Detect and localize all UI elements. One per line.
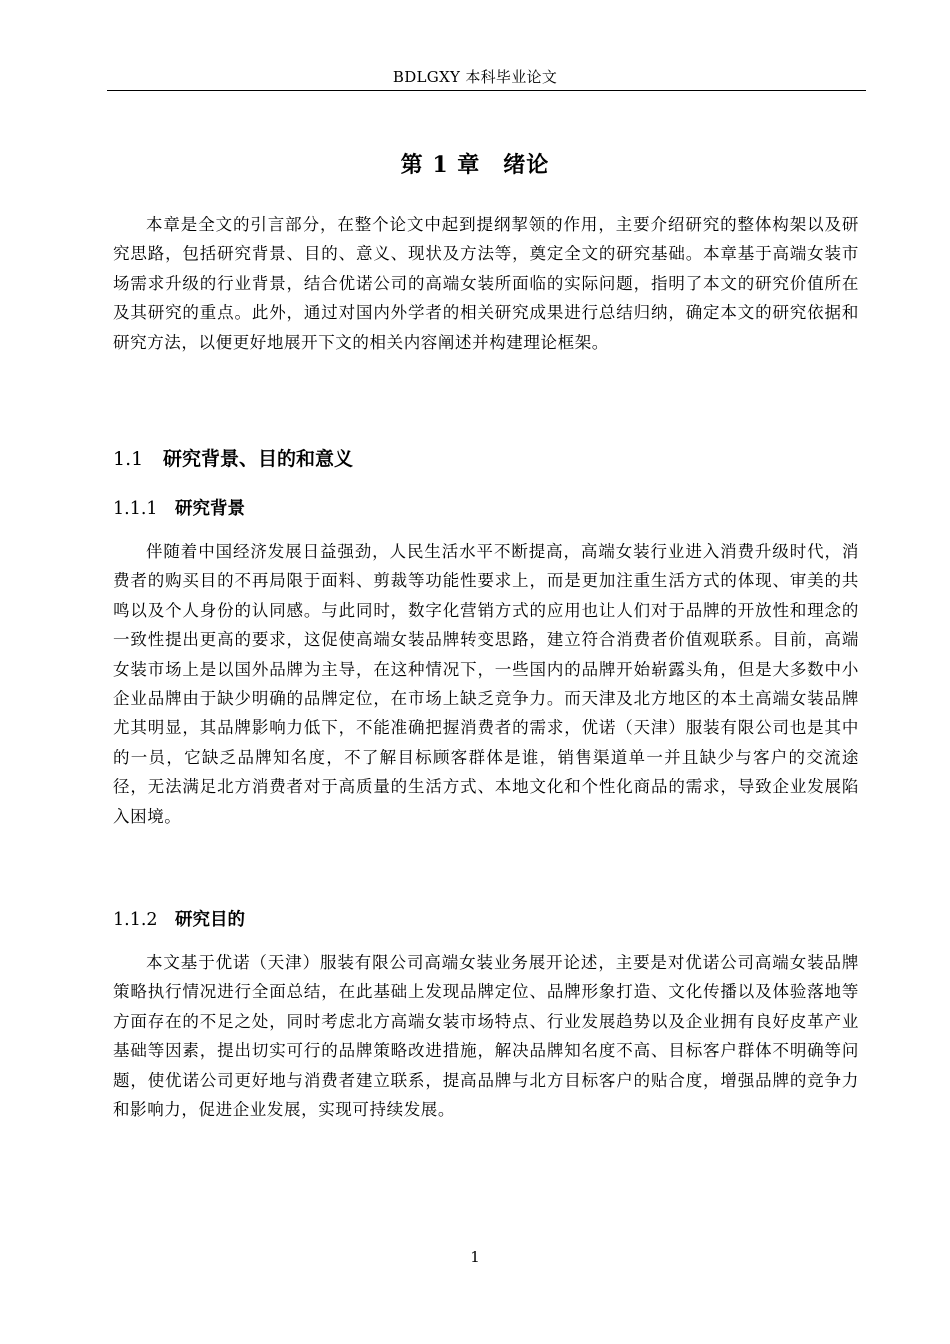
section-title: 研究背景、目的和意义 xyxy=(163,448,354,470)
page-number: 1 xyxy=(470,1248,480,1266)
subsection-number: 1.1.1 xyxy=(113,499,158,519)
header-divider xyxy=(107,90,866,91)
chapter-title: 第 1 章 绪论 xyxy=(400,152,550,178)
intro-paragraph: 本章是全文的引言部分，在整个论文中起到提纲挈领的作用，主要介绍研究的整体构架以及研究思路，包括研究背景、目的、意义、现状及方法等，奠定全文的研究基础。本章基于高端女装市场需求升级的行业背景，结合优诺公司的高端女装所面临的实际问题，指明了本文的研究价值所在及其研究的重点。此外，通过对国内外学者的相关研究成果进行总结归纳，确定本文的研究依据和研究方法，以便更好地展开下文的相关内容阐述并构建理论框架。 xyxy=(113,215,859,352)
section-number: 1.1 xyxy=(113,448,144,470)
section-heading-1-1 xyxy=(113,444,353,471)
subsection-title: 研究背景 xyxy=(175,499,245,519)
background-paragraph: 伴随着中国经济发展日益强劲，人民生活水平不断提高，高端女装行业进入消费升级时代，消费者的购买目的不再局限于面料、剪裁等功能性要求上，而是更加注重生活方式的体现、审美的共鸣以及个人身份的认同感。与此同时，数字化营销方式的应用也让人们对于品牌的开放性和理念的一致性提出更高的要求，这促使高端女装品牌转变思路，建立符合消费者价值观联系。目前，高端女装市场上是以国外品牌为主导，在这种情况下，一些国内的品牌开始崭露头角，但是大多数中小企业品牌由于缺少明确的品牌定位，在市场上缺乏竞争力。而天津及北方地区的本土高端女装品牌尤其明显，其品牌影响力低下，不能准确把握消费者的需求，优诺（天津）服装有限公司也是其中的一员，它缺乏品牌知名度，不了解目标顾客群体是谁，销售渠道单一并且缺少与客户的交流途径，无法满足北方消费者对于高质量的生活方式、本地文化和个性化商品的需求，导致企业发展陷入困境。 xyxy=(113,542,859,826)
running-header: BDLGXY 本科毕业论文 xyxy=(392,68,558,86)
subsection-title: 研究目的 xyxy=(175,910,245,930)
subsection-number: 1.1.2 xyxy=(113,910,158,930)
subsection-heading-1-1-1 xyxy=(113,495,245,520)
subsection-heading-1-1-2 xyxy=(113,906,245,931)
purpose-paragraph: 本文基于优诺（天津）服装有限公司高端女装业务展开论述，主要是对优诺公司高端女装品牌策略执行情况进行全面总结，在此基础上发现品牌定位、品牌形象打造、文化传播以及体验落地等方面存在的不足之处，同时考虑北方高端女装市场特点、行业发展趋势以及企业拥有良好皮革产业基础等因素，提出切实可行的品牌策略改进措施，解决品牌知名度不高、目标客户群体不明确等问题，使优诺公司更好地与消费者建立联系，提高品牌与北方目标客户的贴合度，增强品牌的竞争力和影响力，促进企业发展，实现可持续发展。 xyxy=(113,953,859,1120)
